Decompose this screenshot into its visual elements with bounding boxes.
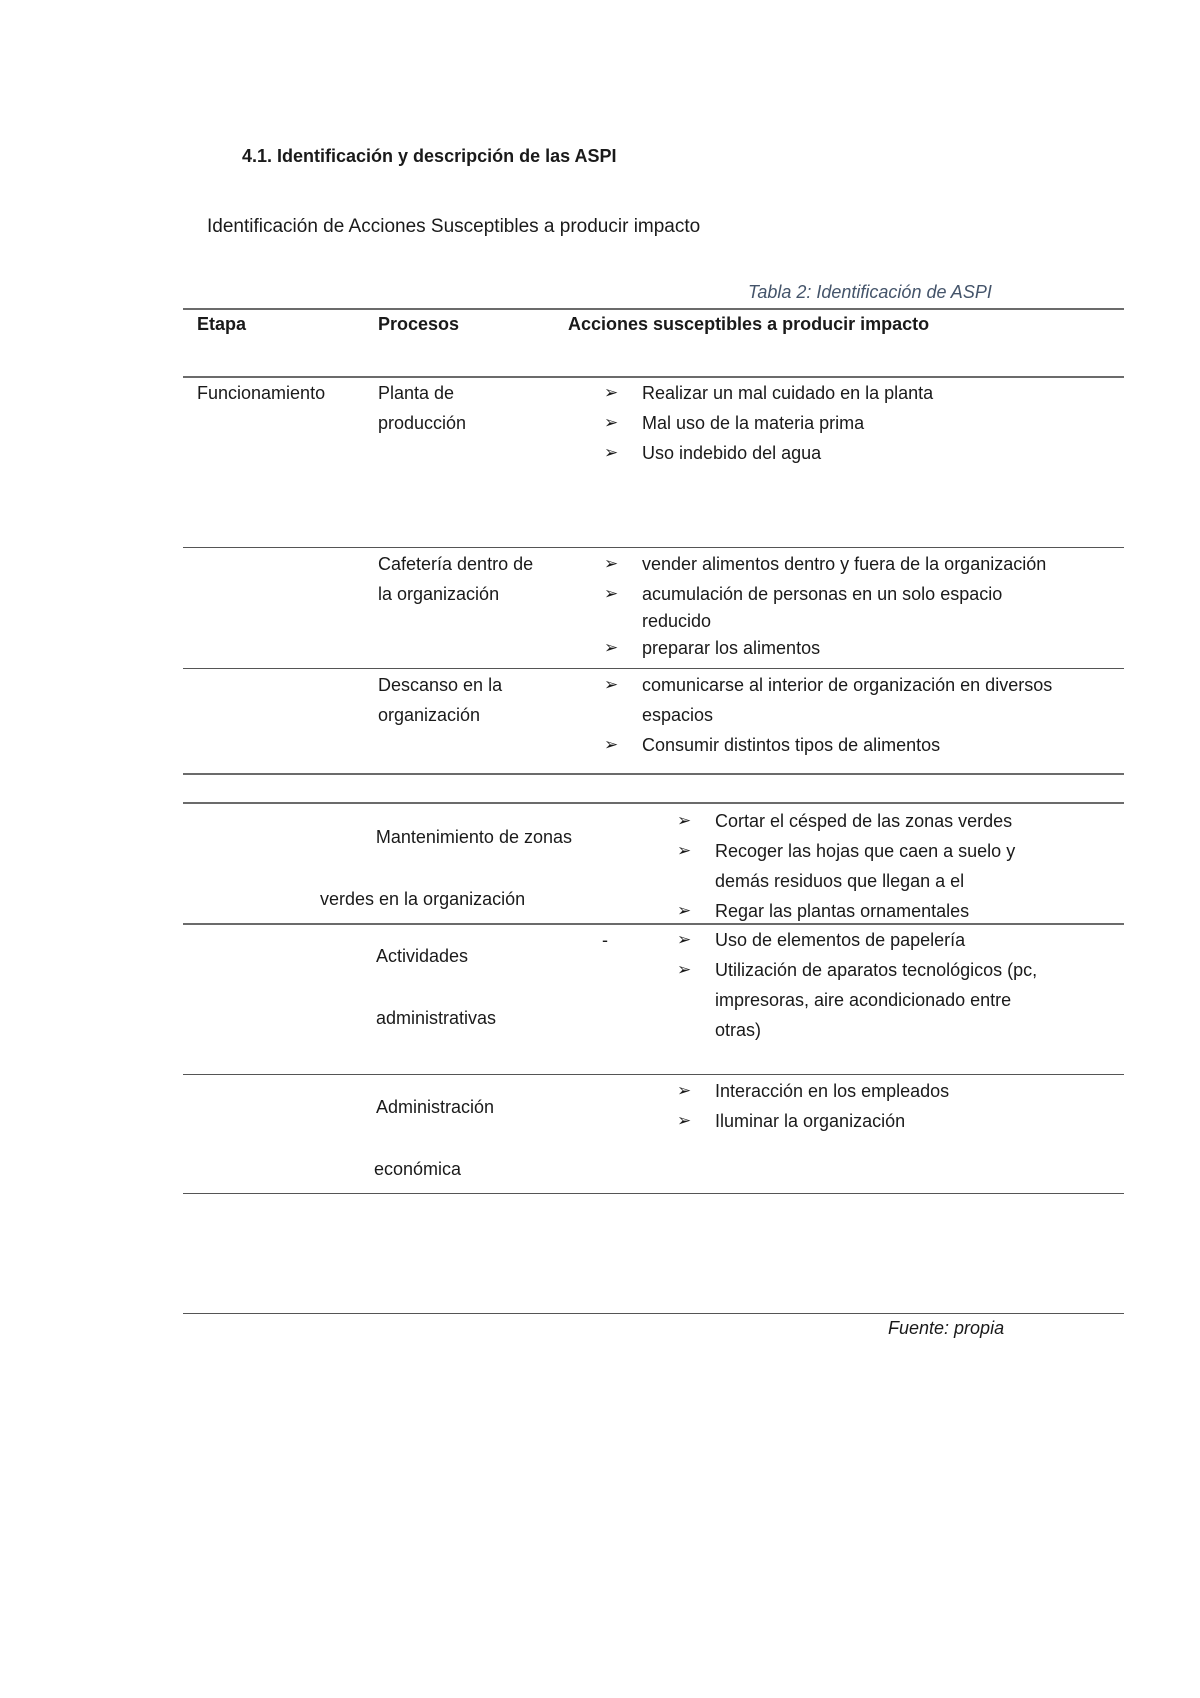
row-divider (183, 1074, 1124, 1075)
accion-text: vender alimentos dentro y fuera de la organización (642, 554, 1047, 574)
dash-marker: - (602, 930, 608, 950)
accion-text: Uso indebido del agua (642, 443, 822, 463)
section-heading: 4.1. Identificación y descripción de las ASPI (242, 146, 617, 166)
accion-text: demás residuos que llegan a el (715, 871, 965, 891)
arrowhead-bullet-icon: ➢ (604, 675, 619, 694)
etapa-cell: Funcionamiento (197, 383, 326, 403)
proceso-cell (378, 549, 533, 609)
list-item (677, 985, 1037, 1015)
arrowhead-bullet-icon: ➢ (604, 554, 619, 573)
proceso-line: verdes en la organización (320, 889, 526, 909)
row-divider (183, 1193, 1124, 1194)
proceso-line: organización (378, 705, 481, 725)
proceso-line: económica (374, 1159, 462, 1179)
list-item (604, 438, 933, 468)
proceso-line: Actividades (376, 946, 469, 966)
list-item (604, 670, 1052, 700)
arrowhead-bullet-icon: ➢ (677, 960, 692, 979)
arrowhead-bullet-icon: ➢ (604, 638, 619, 657)
list-item (604, 378, 933, 408)
proceso-cell (320, 806, 572, 930)
acciones-list (677, 806, 1015, 926)
arrowhead-bullet-icon: ➢ (677, 901, 692, 920)
list-item (677, 925, 1037, 955)
accion-text: Realizar un mal cuidado en la planta (642, 383, 934, 403)
arrowhead-bullet-icon: ➢ (677, 930, 692, 949)
proceso-line: Administración (376, 1097, 495, 1117)
column-header-etapa: Etapa (197, 314, 247, 334)
arrowhead-bullet-icon: ➢ (677, 1081, 692, 1100)
proceso-line: la organización (378, 584, 500, 604)
list-item (677, 896, 1015, 926)
accion-text: Cortar el césped de las zonas verdes (715, 811, 1013, 831)
accion-text: Regar las plantas ornamentales (715, 901, 970, 921)
arrowhead-bullet-icon: ➢ (604, 735, 619, 754)
list-item (677, 955, 1037, 985)
table-top-border (183, 308, 1124, 310)
arrowhead-bullet-icon: ➢ (677, 1111, 692, 1130)
accion-text: Recoger las hojas que caen a suelo y (715, 841, 1016, 861)
acciones-list (604, 670, 1052, 760)
table-subtitle: Identificación de Acciones Susceptibles a producir impacto (207, 216, 701, 237)
acciones-list (604, 549, 1046, 663)
list-item (677, 1076, 949, 1106)
proceso-line: Cafetería dentro de (378, 554, 534, 574)
list-item (604, 730, 1052, 760)
accion-text: impresoras, aire acondicionado entre (715, 990, 1012, 1010)
proceso-cell (376, 925, 496, 1049)
proceso-line: Mantenimiento de zonas (375, 827, 572, 847)
table-break-border (183, 802, 1124, 804)
column-header-procesos: Procesos (378, 314, 460, 334)
arrowhead-bullet-icon: ➢ (604, 443, 619, 462)
acciones-list (677, 1076, 949, 1136)
list-item (604, 633, 1046, 663)
accion-text: acumulación de personas en un solo espacio (642, 584, 1003, 604)
proceso-cell (376, 1076, 494, 1200)
accion-text: Utilización de aparatos tecnológicos (pc, (715, 960, 1038, 980)
source-note: Fuente: propia (888, 1318, 1005, 1338)
list-item (677, 1106, 949, 1136)
arrowhead-bullet-icon: ➢ (604, 413, 619, 432)
table-caption: Tabla 2: Identificación de ASPI (748, 282, 992, 302)
proceso-cell (378, 378, 466, 438)
column-header-acciones: Acciones susceptibles a producir impacto (568, 314, 930, 334)
row-divider (183, 668, 1124, 669)
accion-text: Consumir distintos tipos de alimentos (642, 735, 941, 755)
accion-text: Uso de elementos de papelería (715, 930, 966, 950)
table-bottom-border (183, 1313, 1124, 1314)
row-divider (183, 547, 1124, 548)
accion-text: Interacción en los empleados (715, 1081, 950, 1101)
list-item (677, 866, 1015, 896)
accion-text: otras) (715, 1020, 762, 1040)
accion-text: comunicarse al interior de organización en diversos (642, 675, 1053, 695)
proceso-line: administrativas (376, 1008, 497, 1028)
row-divider (183, 773, 1124, 775)
acciones-list (604, 378, 933, 468)
arrowhead-bullet-icon: ➢ (604, 383, 619, 402)
proceso-line: Planta de (378, 383, 455, 403)
list-item (604, 549, 1046, 579)
list-item (677, 806, 1015, 836)
list-item (604, 606, 1046, 636)
accion-text: reducido (642, 611, 712, 631)
list-item (677, 836, 1015, 866)
accion-text: Mal uso de la materia prima (642, 413, 865, 433)
list-item (677, 1015, 1037, 1045)
proceso-cell (378, 670, 502, 730)
accion-text: espacios (642, 705, 714, 725)
list-item (604, 700, 1052, 730)
accion-text: Iluminar la organización (715, 1111, 906, 1131)
acciones-list (677, 925, 1037, 1045)
proceso-line: producción (378, 413, 467, 433)
proceso-line: Descanso en la (378, 675, 503, 695)
arrowhead-bullet-icon: ➢ (604, 584, 619, 603)
arrowhead-bullet-icon: ➢ (677, 811, 692, 830)
list-item (604, 408, 933, 438)
list-item (604, 579, 1046, 609)
arrowhead-bullet-icon: ➢ (677, 841, 692, 860)
accion-text: preparar los alimentos (642, 638, 821, 658)
